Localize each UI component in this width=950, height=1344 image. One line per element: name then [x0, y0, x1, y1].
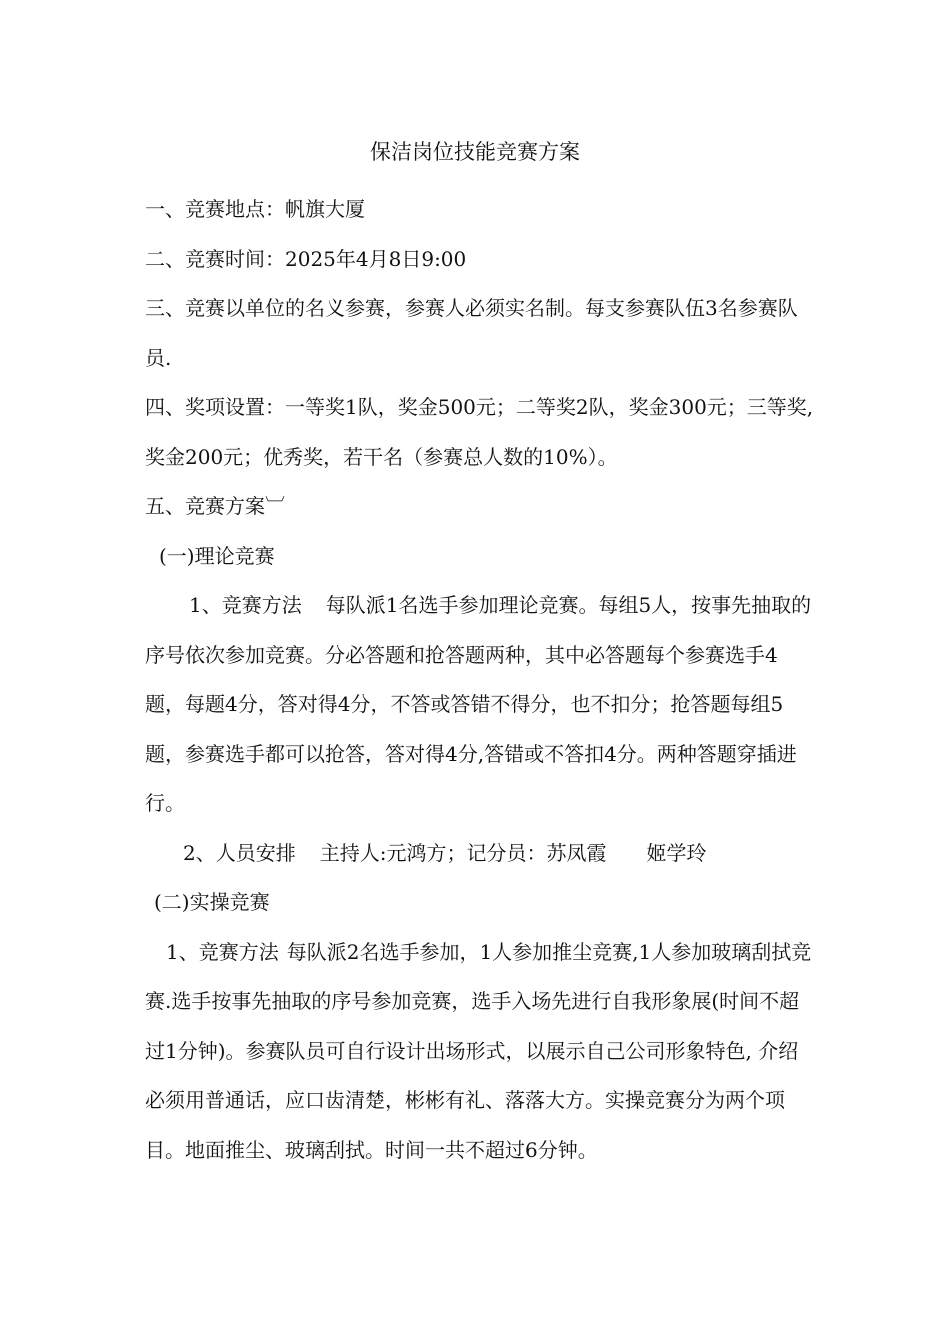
document-title: 保洁岗位技能竞赛方案: [370, 140, 580, 164]
theory-scorer2: 姬学玲: [646, 840, 707, 865]
section-registration: 三、竞赛以单位的名义参赛，参赛人必须实名制。每支参赛队伍3名参赛队员.: [145, 296, 798, 370]
theory-method-label: 1、竞赛方法: [189, 593, 302, 617]
section-location: 一、竞赛地点：帆旗大厦: [145, 197, 365, 221]
practical-method-label: 1、竞赛方法: [166, 939, 279, 964]
theory-host: 主持人:元鸿方；记分员：苏凤霞: [319, 840, 607, 865]
theory-heading: (一)理论竞赛: [159, 543, 275, 568]
practical-method-paragraph: [145, 928, 815, 1176]
theory-method-paragraph: [145, 581, 815, 829]
document-body: [145, 185, 815, 1175]
theory-staff-paragraph: [145, 829, 815, 879]
theory-method-text: 每队派1名选手参加理论竞赛。每组5人，按事先抽取的序号依次参加竞赛。分必答题和抢答题两种，其中必答题每个参赛选手4题，每题4分，答对得4分，不答或答错不得分，也不扣分；抢答题每组5题，参赛选手都可以抢答，答对得4分,答错或不答扣4分。两种答题穿插进行。: [145, 593, 812, 815]
practical-heading: (二)实操竞赛: [154, 890, 270, 914]
section-time: 二、竞赛时间：2025年4月8日9:00: [145, 246, 467, 271]
section-awards: 四、奖项设置：一等奖1队，奖金500元；二等奖2队，奖金300元；三等奖,奖金200元；优秀奖，若干名（参赛总人数的10%）。: [145, 395, 814, 469]
practical-method-text: 每队派2名选手参加，1人参加推尘竞赛,1人参加玻璃刮拭竞赛.选手按事先抽取的序号参加竞赛，选手入场先进行自我形象展(时间不超过1分钟)。参赛队员可自行设计出场形式，以展示自己公司形象特色, 介绍必须用普通话，应口齿清楚，彬彬有礼、落落大方。实操竞赛分为两个项目。地面推尘、玻璃刮拭。时间一共不超过6分钟。: [145, 939, 812, 1162]
theory-staff-label: 2、人员安排: [183, 840, 296, 865]
section-plan-heading: 五、竞赛方案︺: [145, 494, 285, 518]
